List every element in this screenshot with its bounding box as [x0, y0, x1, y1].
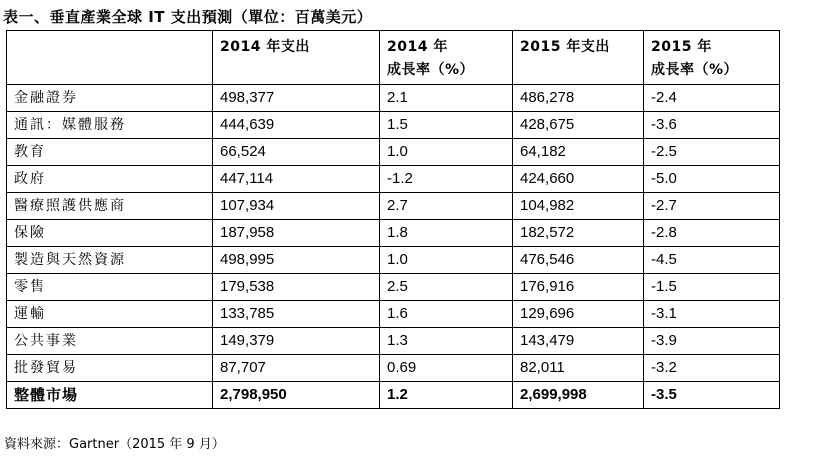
- growth-2014-cell: 2.1: [380, 85, 513, 112]
- table-row: [7, 85, 780, 112]
- category-cell: 公共事業: [7, 328, 213, 355]
- spend-2014-cell: 133,785: [213, 301, 380, 328]
- spend-2014-cell: 447,114: [213, 166, 380, 193]
- growth-2014-cell: 1.6: [380, 301, 513, 328]
- total-growth-2014-cell: 1.2: [380, 382, 513, 409]
- spend-2014-cell: 498,377: [213, 85, 380, 112]
- spend-2015-cell: 64,182: [513, 139, 644, 166]
- spend-2014-cell: 107,934: [213, 193, 380, 220]
- spend-2015-cell: 143,479: [513, 328, 644, 355]
- category-cell: 製造與天然資源: [7, 247, 213, 274]
- table-row: [7, 220, 780, 247]
- table-row: [7, 328, 780, 355]
- header-category: [7, 31, 213, 85]
- table-row: [7, 274, 780, 301]
- growth-2014-cell: 2.5: [380, 274, 513, 301]
- category-cell: 金融證券: [7, 85, 213, 112]
- growth-2015-cell: -3.2: [644, 355, 780, 382]
- category-cell: 批發貿易: [7, 355, 213, 382]
- growth-2015-cell: -3.1: [644, 301, 780, 328]
- growth-2014-cell: 0.69: [380, 355, 513, 382]
- spend-2015-cell: 424,660: [513, 166, 644, 193]
- category-cell: 政府: [7, 166, 213, 193]
- category-cell: 運輸: [7, 301, 213, 328]
- total-growth-2015-cell: -3.5: [644, 382, 780, 409]
- growth-2015-cell: -1.5: [644, 274, 780, 301]
- category-cell: 通訊：媒體服務: [7, 112, 213, 139]
- spend-2014-cell: 87,707: [213, 355, 380, 382]
- spend-2015-cell: 82,011: [513, 355, 644, 382]
- growth-2015-cell: -3.9: [644, 328, 780, 355]
- spend-2014-cell: 179,538: [213, 274, 380, 301]
- table-row: [7, 355, 780, 382]
- total-category-cell: 整體市場: [7, 382, 213, 409]
- header-growth-2015: 2015 年 成長率（%）: [644, 31, 780, 85]
- header-row: [7, 31, 780, 85]
- total-row: [7, 382, 780, 409]
- growth-2014-cell: 1.8: [380, 220, 513, 247]
- table-title: 表一、垂直產業全球 IT 支出預測（單位：百萬美元）: [3, 8, 373, 26]
- spend-2015-cell: 486,278: [513, 85, 644, 112]
- growth-2015-cell: -2.7: [644, 193, 780, 220]
- growth-2015-cell: -5.0: [644, 166, 780, 193]
- spend-2014-cell: 498,995: [213, 247, 380, 274]
- table-row: [7, 139, 780, 166]
- spend-2015-cell: 176,916: [513, 274, 644, 301]
- growth-2014-cell: 1.3: [380, 328, 513, 355]
- growth-2015-cell: -4.5: [644, 247, 780, 274]
- table-row: [7, 166, 780, 193]
- spend-2015-cell: 428,675: [513, 112, 644, 139]
- spend-2014-cell: 444,639: [213, 112, 380, 139]
- category-cell: 醫療照護供應商: [7, 193, 213, 220]
- spend-2014-cell: 187,958: [213, 220, 380, 247]
- growth-2015-cell: -3.6: [644, 112, 780, 139]
- growth-2015-cell: -2.4: [644, 85, 780, 112]
- spend-2015-cell: 104,982: [513, 193, 644, 220]
- spend-2015-cell: 182,572: [513, 220, 644, 247]
- header-spend-2014: 2014 年支出: [213, 31, 380, 85]
- it-spending-table: [6, 30, 780, 409]
- total-spend-2014-cell: 2,798,950: [213, 382, 380, 409]
- category-cell: 教育: [7, 139, 213, 166]
- table-row: [7, 193, 780, 220]
- spend-2015-cell: 129,696: [513, 301, 644, 328]
- table-row: [7, 247, 780, 274]
- category-cell: 零售: [7, 274, 213, 301]
- total-spend-2015-cell: 2,699,998: [513, 382, 644, 409]
- spend-2015-cell: 476,546: [513, 247, 644, 274]
- spend-2014-cell: 149,379: [213, 328, 380, 355]
- source-note: 資料來源：Gartner（2015 年 9 月）: [4, 437, 225, 452]
- growth-2015-cell: -2.8: [644, 220, 780, 247]
- growth-2014-cell: 1.0: [380, 139, 513, 166]
- table-row: [7, 112, 780, 139]
- category-cell: 保險: [7, 220, 213, 247]
- header-growth-2014: 2014 年 成長率（%）: [380, 31, 513, 85]
- header-spend-2015: 2015 年支出: [513, 31, 644, 85]
- growth-2015-cell: -2.5: [644, 139, 780, 166]
- spend-2014-cell: 66,524: [213, 139, 380, 166]
- table-row: [7, 301, 780, 328]
- growth-2014-cell: 1.0: [380, 247, 513, 274]
- growth-2014-cell: 1.5: [380, 112, 513, 139]
- growth-2014-cell: -1.2: [380, 166, 513, 193]
- growth-2014-cell: 2.7: [380, 193, 513, 220]
